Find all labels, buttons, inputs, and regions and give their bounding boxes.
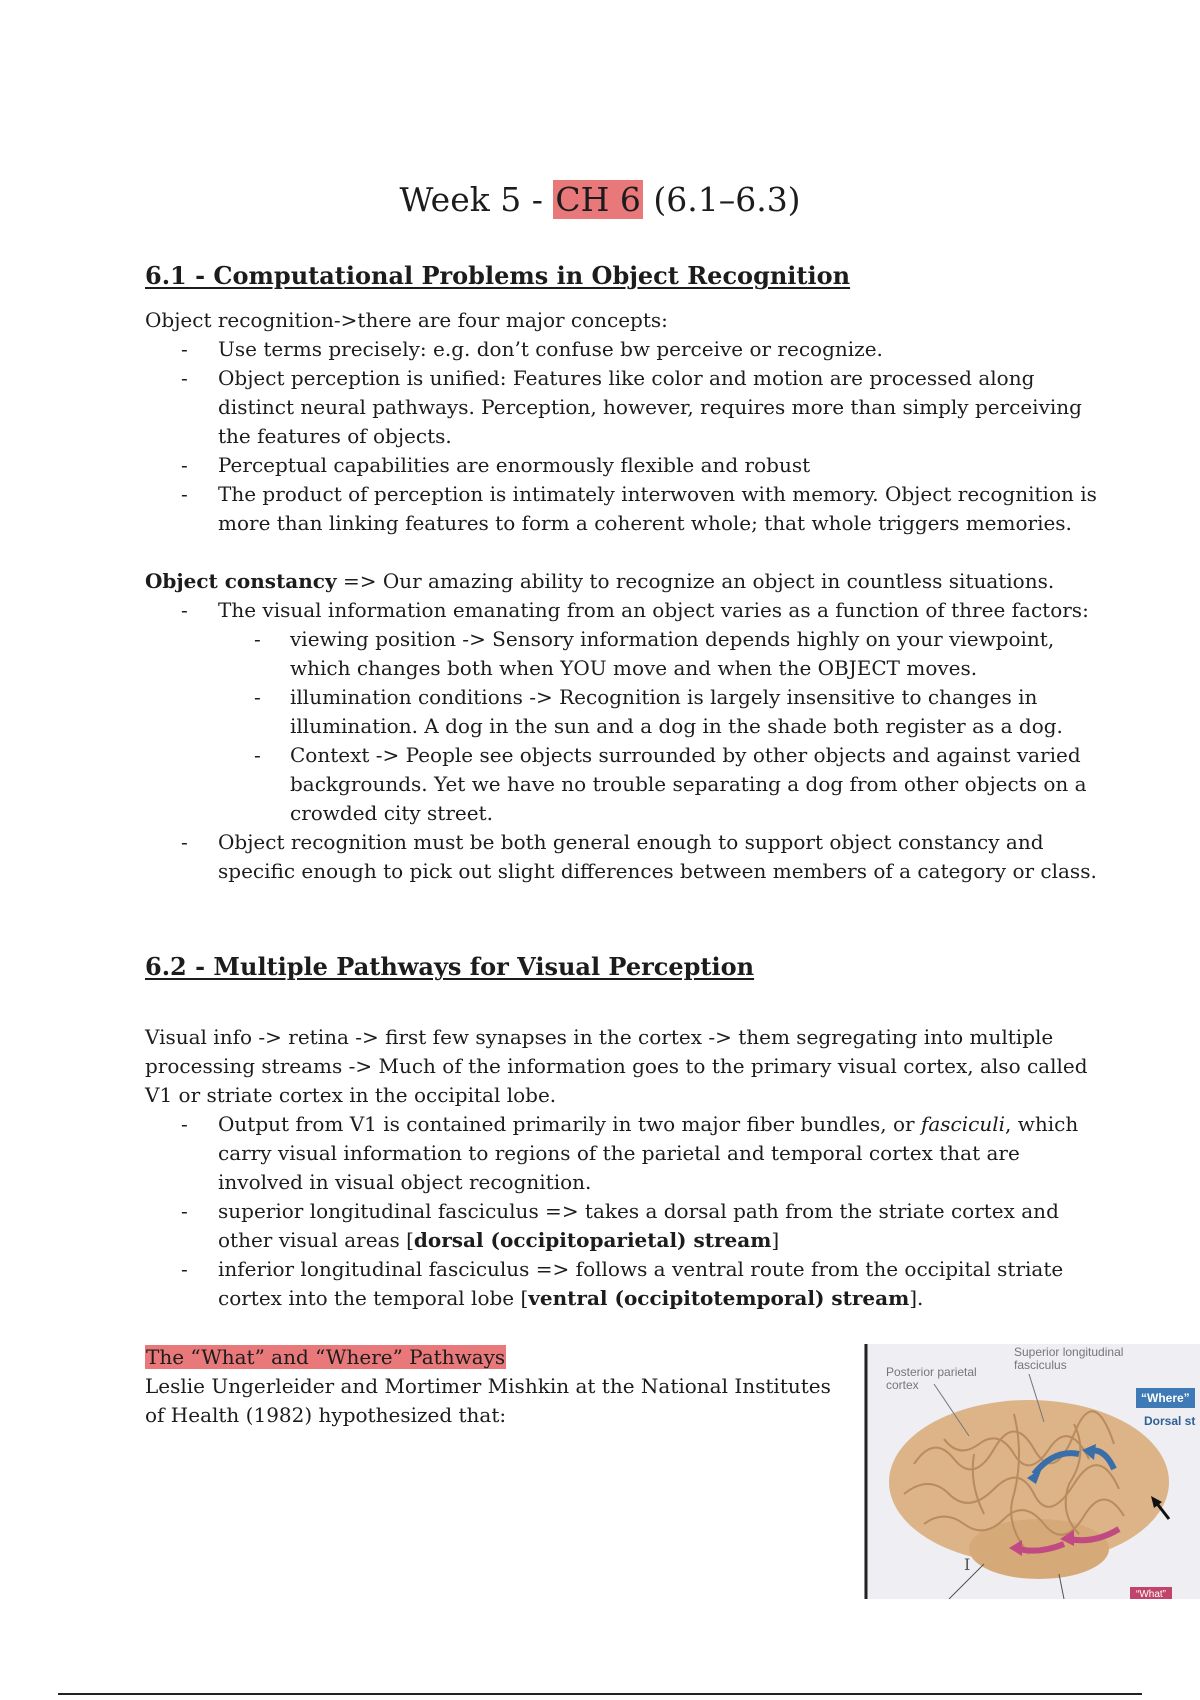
section-6-2-heading: 6.2 - Multiple Pathways for Visual Perception xyxy=(145,952,755,981)
leader-line-bottom-2 xyxy=(1059,1574,1064,1599)
page-title xyxy=(0,180,1200,220)
what-where-heading xyxy=(145,1343,845,1372)
list-item: - Object recognition must be both general enough to support object constancy and specific enough to pick out slight differences between members of a category or class. xyxy=(145,828,1100,886)
pathways-intro: Visual info -> retina -> first few synapses in the cortex -> them segregating into multiple processing streams -> Much of the information goes to the primary visual cortex, also called V1 or striate cortex in the occipital lobe. xyxy=(145,1025,1088,1107)
inferior-text: inferior longitudinal fasciculus => follows a ventral route from the occipital striate cortex into the temporal lobe [ xyxy=(218,1257,1064,1310)
object-constancy-block xyxy=(145,567,1100,886)
factors-list xyxy=(218,625,1100,828)
object-constancy-definition xyxy=(145,567,1100,596)
title-suffix: (6.1–6.3) xyxy=(642,180,801,219)
list-item xyxy=(145,1197,1100,1255)
title-prefix: Week 5 - xyxy=(399,180,554,219)
dorsal-stream-term: dorsal (occipitoparietal) stream xyxy=(413,1228,772,1252)
list-item: - Context -> People see objects surrounded by other objects and against varied backgrounds. Yet we have no trouble separating a dog from other objects on a crowded city street. xyxy=(218,741,1100,828)
section-6-1-heading: 6.1 - Computational Problems in Object Recognition xyxy=(145,261,851,290)
where-badge: “Where” xyxy=(1136,1388,1195,1408)
ventral-stream-term: ventral (occipitotemporal) stream xyxy=(528,1286,910,1310)
superior-text: superior longitudinal fasciculus => takes a dorsal path from the striate cortex and other visual areas [ xyxy=(218,1199,1059,1252)
concepts-list xyxy=(145,335,1100,538)
concepts-intro: Object recognition->there are four major concepts: xyxy=(145,308,668,332)
list-item xyxy=(145,1255,1100,1313)
list-item: - The product of perception is intimately interwoven with memory. Object recognition is more than linking features to form a coherent whole; that whole triggers memories. xyxy=(145,480,1100,538)
section-6-2-body xyxy=(145,1023,1100,1313)
brain-figure xyxy=(864,1344,1200,1599)
list-item: - illumination conditions -> Recognition is largely insensitive to changes in illumination. A dog in the sun and a dog in the shade both register as a dog. xyxy=(218,683,1100,741)
list-item xyxy=(145,1110,1100,1197)
object-constancy-text: => Our amazing ability to recognize an object in countless situations. xyxy=(336,569,1055,593)
superior-text-end: ] xyxy=(771,1228,780,1252)
output-text: Output from V1 is contained primarily in two major fiber bundles, or xyxy=(218,1112,921,1136)
what-where-heading-text: The “What” and “Where” Pathways xyxy=(146,1345,506,1369)
section-6-1-body xyxy=(145,306,1100,538)
list-item: - Use terms precisely: e.g. don’t confuse bw perceive or recognize. xyxy=(145,335,1100,364)
output-text-end: , which carry visual information to regions of the parietal and temporal cortex that are involved in visual object recognition. xyxy=(218,1112,1079,1194)
list-item: - viewing position -> Sensory information depends highly on your viewpoint, which changes both when YOU move and when the OBJECT moves. xyxy=(218,625,1100,683)
what-where-text: Leslie Ungerleider and Mortimer Mishkin at the National Institutes of Health (1982) hypothesized that: xyxy=(145,1374,831,1427)
title-highlight: CH 6 xyxy=(555,180,641,219)
list-item xyxy=(145,596,1100,828)
constancy-point: The visual information emanating from an object varies as a function of three factors: xyxy=(218,598,1089,622)
constancy-list xyxy=(145,596,1100,886)
what-badge: “What” xyxy=(1130,1587,1172,1599)
posterior-parietal-label: Posterior parietal cortex xyxy=(886,1365,977,1392)
object-constancy-term: Object constancy xyxy=(145,569,337,593)
fasciculi-list xyxy=(145,1110,1100,1313)
list-item: - Perceptual capabilities are enormously flexible and robust xyxy=(145,451,1100,480)
superior-fasciculus-label: Superior longitudinal fasciculus xyxy=(1014,1345,1124,1372)
bottom-rule xyxy=(58,1693,1142,1695)
inferior-text-end: ]. xyxy=(909,1286,924,1310)
list-item: - Object perception is unified: Features like color and motion are processed along distinct neural pathways. Perception, however, requires more than simply perceiving the features of objects. xyxy=(145,364,1100,451)
dorsal-stream-label: Dorsal st xyxy=(1144,1414,1196,1428)
roman-numeral-label: I xyxy=(964,1555,971,1574)
what-where-block xyxy=(145,1343,845,1430)
fasciculi-term: fasciculi xyxy=(920,1112,1006,1136)
